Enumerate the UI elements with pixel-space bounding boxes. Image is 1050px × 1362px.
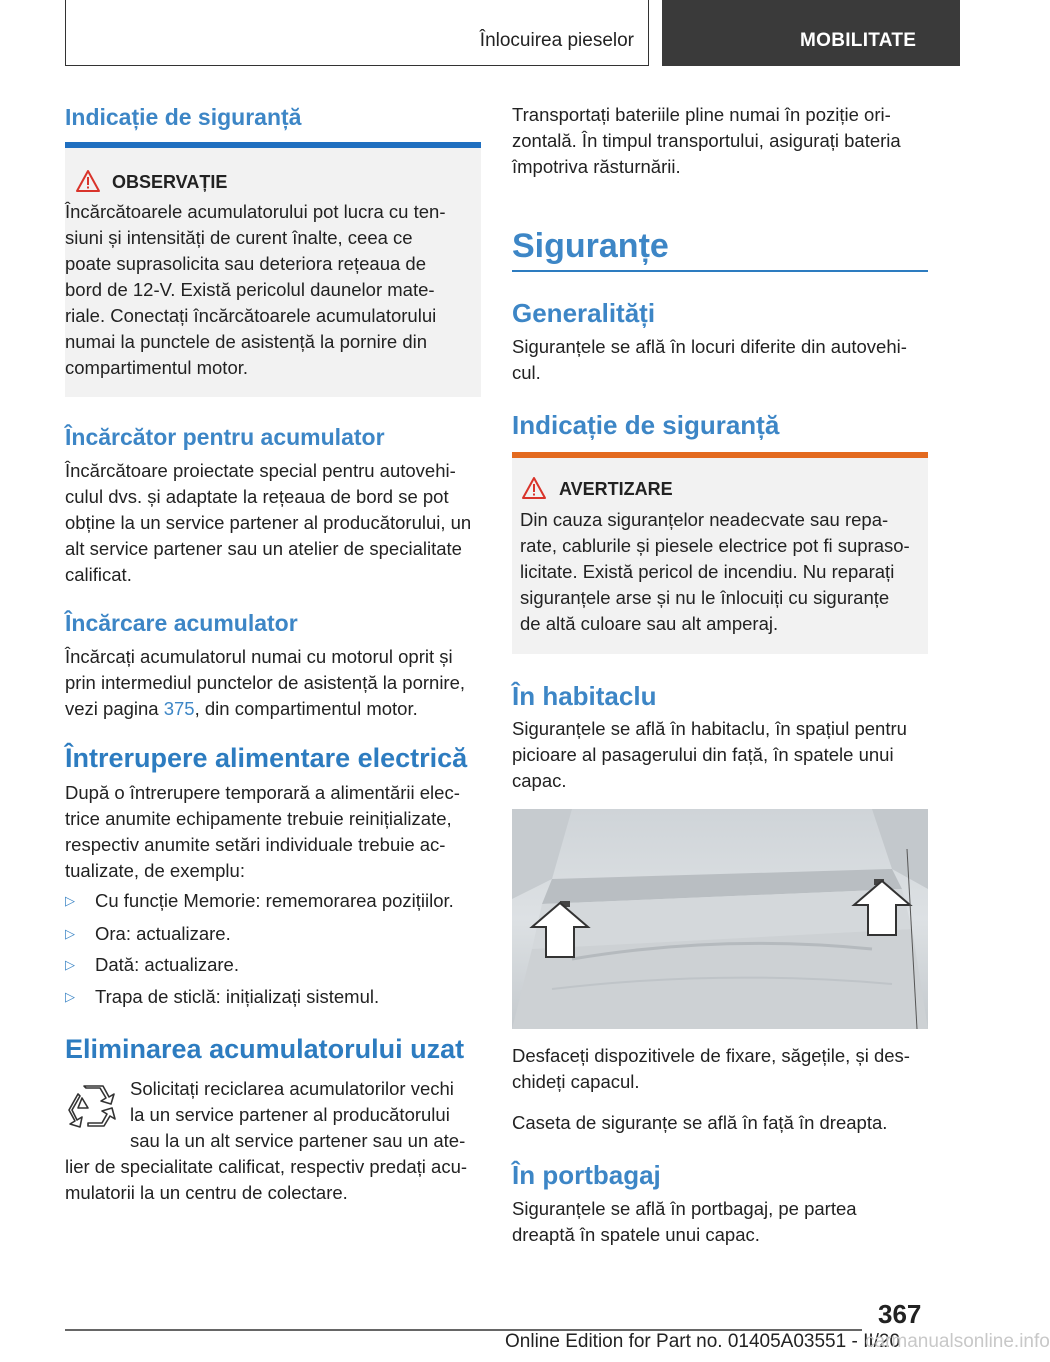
disposal-line: lier de specialitate calificat, respectiv predați acu- xyxy=(65,1156,468,1177)
cabin-line: capac. xyxy=(512,770,567,791)
left-safety-heading: Indicație de siguranță xyxy=(65,104,302,130)
general-text xyxy=(512,334,928,386)
warning-line: Din cauza siguranțelor neadecvate sau repa- xyxy=(520,509,889,530)
charger-line: obține la un service partener al producătorului, un xyxy=(65,512,472,533)
cabin-line: Siguranțele se află în habitaclu, în spațiul pentru xyxy=(512,718,907,739)
note-box-label: OBSERVAȚIE xyxy=(112,172,228,192)
power-text xyxy=(65,780,481,884)
photo-caption-line: Desfaceți dispozitivele de fixare, săgețile, și des- xyxy=(512,1045,910,1066)
power-line: tualizate, de exemplu: xyxy=(65,860,245,881)
edition-text: Online Edition for Part no. 01405A03551 - II/20 xyxy=(505,1331,901,1352)
fuse-cover-illustration xyxy=(512,809,928,1029)
note-line: riale. Conectați încărcătoarele acumulatorului xyxy=(65,305,437,326)
header-section-title: Înlocuirea pieselor xyxy=(479,30,634,51)
bullet-triangle-icon: ▷ xyxy=(65,926,75,941)
warning-triangle-icon xyxy=(522,477,546,499)
transport-line: împotriva răsturnării. xyxy=(512,156,681,177)
general-heading: Generalități xyxy=(512,298,656,328)
box-location-text: Caseta de siguranțe se află în față în dreapta. xyxy=(512,1112,888,1133)
page-link[interactable]: 375 xyxy=(163,698,195,719)
warning-box-text xyxy=(520,507,928,637)
charging-line: prin intermediul punctelor de asistență la pornire, xyxy=(65,672,466,693)
disposal-heading: Eliminarea acumulatorului uzat xyxy=(65,1034,465,1064)
transport-line: Transportați bateriile pline numai în poziție ori- xyxy=(512,104,891,125)
charging-line xyxy=(65,696,481,722)
header-chapter-tab xyxy=(662,0,960,66)
charging-line-pre: vezi pagina xyxy=(65,698,164,719)
right-safety-heading: Indicație de siguranță xyxy=(512,410,780,440)
charger-text xyxy=(65,458,481,588)
page-number: 367 xyxy=(878,1299,922,1329)
trunk-line: dreaptă în spatele unui capac. xyxy=(512,1224,760,1245)
power-line: trice anumite echipamente trebuie reinițializate, xyxy=(65,808,452,829)
note-line: compartimentul motor. xyxy=(65,357,249,378)
disposal-line: Solicitați reciclarea acumulatorilor vechi xyxy=(130,1078,454,1099)
photo-caption-line: chideți capacul. xyxy=(512,1071,640,1092)
list-item-text: Cu funcție Memorie: rememorarea pozițiilor. xyxy=(95,890,454,911)
charging-text xyxy=(65,644,481,722)
header-section-tab xyxy=(65,0,649,66)
general-line: cul. xyxy=(512,362,541,383)
list-item xyxy=(65,921,231,947)
photo-caption xyxy=(512,1043,928,1095)
power-heading: Întrerupere alimentare electrică xyxy=(65,743,468,773)
watermark-text: carmanualsonline.info xyxy=(865,1331,1050,1352)
transport-line: zontală. În timpul transportului, asigurați bateria xyxy=(512,130,901,151)
list-item xyxy=(65,984,379,1010)
disposal-line: mulatorii la un centru de colectare. xyxy=(65,1182,348,1203)
note-line: Încărcătoarele acumulatorului pot lucra cu ten- xyxy=(65,201,446,222)
general-line: Siguranțele se află în locuri diferite din autovehi- xyxy=(512,336,907,357)
fuses-heading: Siguranțe xyxy=(512,227,669,265)
warning-line: siguranțele arse și nu le înlocuiți cu siguranțe xyxy=(520,587,890,608)
disposal-text-indented xyxy=(130,1076,481,1154)
warning-line: licitate. Există pericol de incendiu. Nu reparați xyxy=(520,561,895,582)
charging-line: Încărcați acumulatorul numai cu motorul oprit și xyxy=(65,646,453,667)
warning-line: rate, cablurile și piesele electrice pot fi supraso- xyxy=(520,535,910,556)
charging-heading: Încărcare acumulator xyxy=(65,610,298,636)
note-box-text xyxy=(65,199,481,381)
charger-line: alt service partener sau un atelier de specialitate xyxy=(65,538,462,559)
disposal-text xyxy=(65,1154,481,1206)
list-item-text: Dată: actualizare. xyxy=(95,954,239,975)
charger-line: calificat. xyxy=(65,564,132,585)
warning-triangle-icon xyxy=(76,170,100,192)
trunk-text xyxy=(512,1196,928,1248)
transport-text xyxy=(512,102,928,180)
cabin-text xyxy=(512,716,928,794)
power-line: respectiv anumite setări individuale trebuie ac- xyxy=(65,834,446,855)
power-line: După o întrerupere temporară a alimentării elec- xyxy=(65,782,460,803)
charger-line: Încărcătoare proiectate special pentru autovehi- xyxy=(65,460,456,481)
warning-box-label: AVERTIZARE xyxy=(559,479,673,499)
cabin-heading: În habitaclu xyxy=(512,681,657,711)
trunk-heading: În portbagaj xyxy=(512,1160,661,1190)
warning-line: de altă culoare sau alt amperaj. xyxy=(520,613,779,634)
note-line: poate suprasolicita sau deteriora rețeaua de xyxy=(65,253,426,274)
charger-line: culul dvs. și adaptate la rețeaua de bord se pot xyxy=(65,486,449,507)
trunk-line: Siguranțele se află în portbagaj, pe partea xyxy=(512,1198,857,1219)
bullet-triangle-icon: ▷ xyxy=(65,989,75,1004)
header-chapter-title: MOBILITATE xyxy=(800,30,917,51)
note-line: siuni și intensități de curent înalte, ceea ce xyxy=(65,227,413,248)
bullet-triangle-icon: ▷ xyxy=(65,893,75,908)
list-item xyxy=(65,888,454,914)
fuse-cover-photo xyxy=(512,809,928,1029)
note-line: numai la punctele de asistență la pornire din xyxy=(65,331,428,352)
cabin-line: picioare al pasagerului din față, în spatele unui xyxy=(512,744,894,765)
disposal-line: la un service partener al producătorului xyxy=(130,1104,450,1125)
fuses-heading-rule xyxy=(512,270,928,272)
bullet-triangle-icon: ▷ xyxy=(65,957,75,972)
list-item-text: Trapa de sticlă: inițializați sistemul. xyxy=(95,986,380,1007)
list-item-text: Ora: actualizare. xyxy=(95,923,231,944)
note-line: bord de 12-V. Există pericolul daunelor mate- xyxy=(65,279,435,300)
disposal-line: sau la un alt service partener sau un ate- xyxy=(130,1130,466,1151)
list-item xyxy=(65,952,239,978)
charger-heading: Încărcător pentru acumulator xyxy=(65,424,385,450)
recycling-icon xyxy=(66,1082,120,1132)
charging-line-post: , din compartimentul motor. xyxy=(194,698,418,719)
